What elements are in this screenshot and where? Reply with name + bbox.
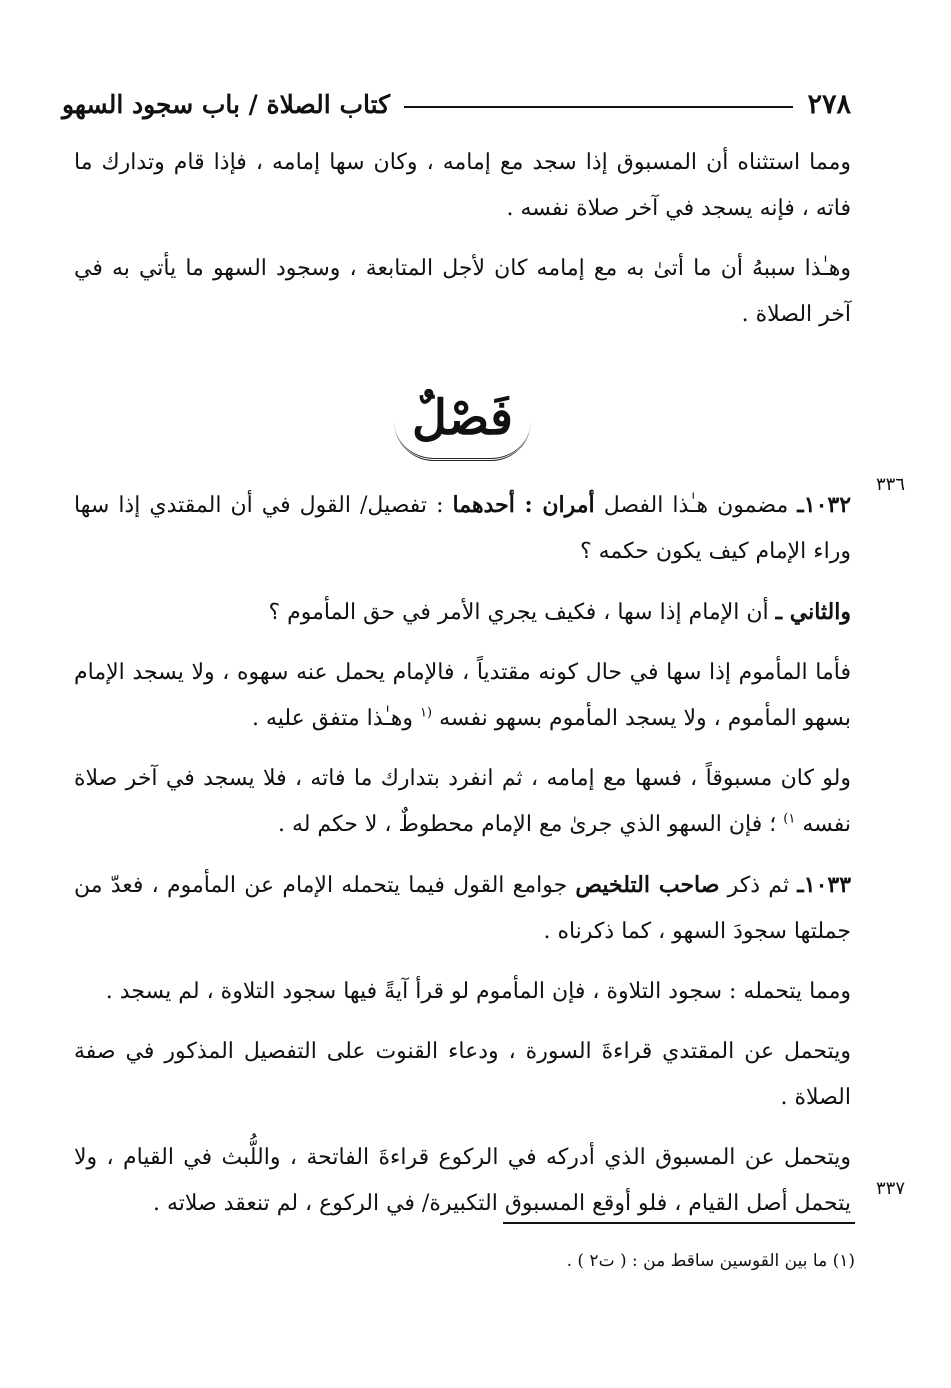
paragraph-5-text-a: فأما المأموم إذا سها في حال كونه مقتدياً ، فالإمام يحمل عنه سهوه ، ولا يسجد الإمام بسهو المأموم ، ولا يسجد المأموم بسهو نفسه — [74, 660, 851, 731]
page-number: ٢٧٨ — [807, 88, 851, 120]
paragraph-1: ومما استثناه أن المسبوق إذا سجد مع إمامه ، وكان سها إمامه ، فإذا قام وتدارك ما فاته ، فإنه يسجد في آخر صلاة نفسه . — [74, 150, 851, 221]
paragraph-3-text-c: : تفصيل/ القول في أن المقتدي إذا سها وراء الإمام كيف يكون حكمه ؟ — [74, 493, 851, 564]
paragraph-6-text-b: ؛ فإن السهو الذي جرىٰ مع الإمام محطوطٌ ، لا حكم له . — [277, 812, 784, 837]
paragraph-6-text-a: ولو كان مسبوقاً ، فسها مع إمامه ، ثم انفرد بتدارك ما فاته ، فلا يسجد في آخر صلاة نفسه — [74, 766, 851, 837]
margin-ref-2: ٣٣٧ — [875, 1178, 905, 1199]
page-header — [62, 84, 851, 124]
paragraph-4-text: أن الإمام إذا سها ، فكيف يجري الأمر في حق المأموم ؟ — [268, 600, 776, 625]
footnote: (١) ما بين القوسين ساقط من : ( ت٢ ) . — [566, 1251, 855, 1271]
paragraph-7 — [74, 862, 851, 955]
paragraph-10: ويتحمل عن المسبوق الذي أدركه في الركوع قراءةَ الفاتحة ، واللُّبث في القيام ، ولا يتحمل أصل القيام ، فلو أوقع المسبوق التكبيرة/ في الركوع ، لم تنعقد صلاته . — [74, 1145, 851, 1216]
paragraph-8: ومما يتحمله : سجود التلاوة ، فإن المأموم لو قرأ آيةً فيها سجود التلاوة ، لم يسجد . — [105, 979, 851, 1004]
paragraph-7-text-c: جوامع القول فيما يتحمله الإمام عن المأموم ، فعدّ من جملتها سجودَ السهو ، كما ذكرناه . — [74, 873, 851, 944]
paragraph-9: ويتحمل عن المقتدي قراءةَ السورة ، ودعاء القنوت على التفصيل المذكور في صفة الصلاة . — [74, 1039, 851, 1110]
running-title: كتاب الصلاة / باب سجود السهو — [62, 89, 391, 119]
footnote-mark-open: (١ — [420, 705, 433, 721]
entry-number-1032: ١٠٣٢ـ — [797, 492, 852, 518]
paragraph-3-bold: أمران : أحدهما — [452, 492, 595, 518]
paragraph-7-text-a: ثم ذكر — [719, 873, 798, 898]
paragraph-4-bold: والثاني ـ — [775, 599, 851, 625]
footnote-rule — [503, 1222, 855, 1224]
paragraph-3 — [74, 482, 851, 575]
paragraph-5 — [74, 650, 851, 742]
paragraph-3-text-a: مضمون هـٰذا الفصل — [594, 493, 798, 518]
header-rule — [404, 106, 793, 108]
paragraph-2: وهـٰذا سببهُ أن ما أتىٰ به مع إمامه كان لأجل المتابعة ، وسجود السهو ما يأتي به في آخر الصلاة . — [74, 256, 851, 327]
paragraph-7-bold: صاحب التلخيص — [575, 872, 720, 898]
entry-number-1033: ١٠٣٣ـ — [797, 872, 852, 898]
paragraph-6 — [74, 756, 851, 848]
body-text — [74, 140, 851, 1241]
paragraph-4 — [74, 589, 851, 636]
paragraph-5-text-b: وهـٰذا متفق عليه . — [251, 706, 421, 731]
margin-ref-1: ٣٣٦ — [875, 474, 905, 495]
section-heading: فَصْلٌ — [394, 378, 531, 461]
footnote-mark-close: ١) — [783, 811, 796, 827]
section-ornament — [74, 378, 851, 464]
